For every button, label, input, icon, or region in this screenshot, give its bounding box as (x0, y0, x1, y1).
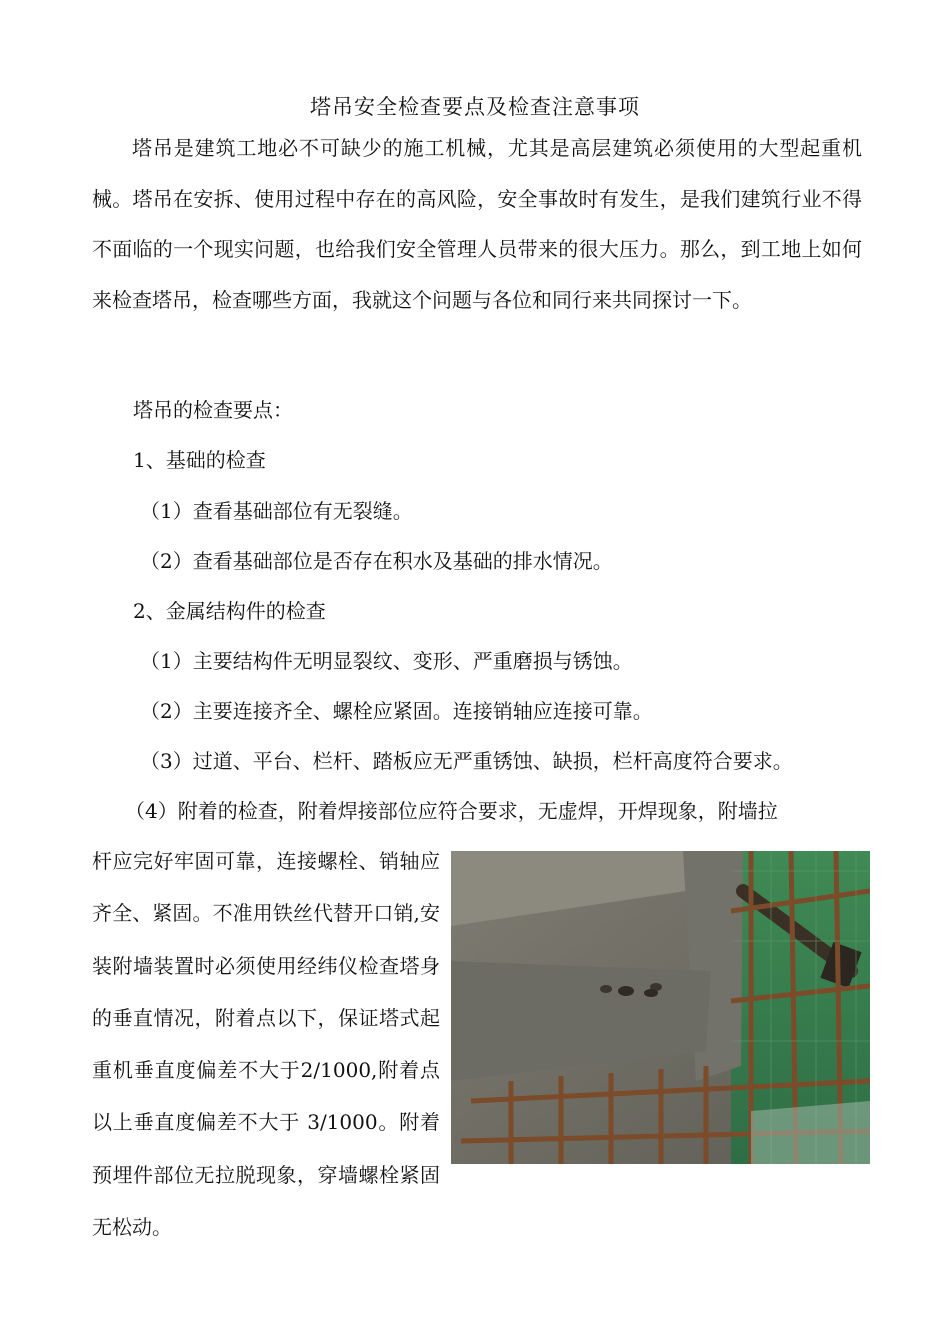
section2-heading: 2、金属结构件的检查 (133, 599, 326, 623)
section2-item-4-wrapped-text: 杆应完好牢固可靠，连接螺栓、销轴应齐全、紧固。不准用铁丝代替开口销,安装附墙装置时必须使用经纬仪检查塔身的垂直情况，附着点以下，保证塔式起重机垂直度偏差不大于2/1000,附着点以上垂直度偏差不大于 3/1000。附着预埋件部位无拉脱现象，穿墙螺栓紧固无松动。 (92, 849, 440, 1240)
points-heading: 塔吊的检查要点： (133, 398, 293, 422)
section2-item-3: （3）过道、平台、栏杆、踏板应无严重锈蚀、缺损，栏杆高度符合要求。 (140, 749, 793, 773)
section1-item-2: （2）查看基础部位是否存在积水及基础的排水情况。 (140, 549, 613, 573)
section2-item-2: （2）主要连接齐全、螺栓应紧固。连接销轴应连接可靠。 (140, 699, 653, 723)
section2-item-1: （1）主要结构件无明显裂纹、变形、严重磨损与锈蚀。 (140, 649, 633, 673)
construction-photo-icon (451, 851, 870, 1164)
section1-item-1: （1）查看基础部位有无裂缝。 (140, 499, 413, 523)
document-title: 塔吊安全检查要点及检查注意事项 (310, 95, 640, 119)
intro-paragraph: 塔吊是建筑工地必不可缺少的施工机械，尤其是高层建筑必须使用的大型起重机械。塔吊在安拆、使用过程中存在的高风险，安全事故时有发生，是我们建筑行业不得不面临的一个现实问题，也给我们安全管理人员带来的很大压力。那么，到工地上如何来检查塔吊，检查哪些方面，我就这个问题与各位和同行来共同探讨一下。 (92, 136, 862, 312)
section2-item-4-first-line: （4）附着的检查，附着焊接部位应符合要求，无虚焊，开焊现象，附墙拉 (125, 799, 778, 823)
section1-heading: 1、基础的检查 (133, 448, 266, 472)
